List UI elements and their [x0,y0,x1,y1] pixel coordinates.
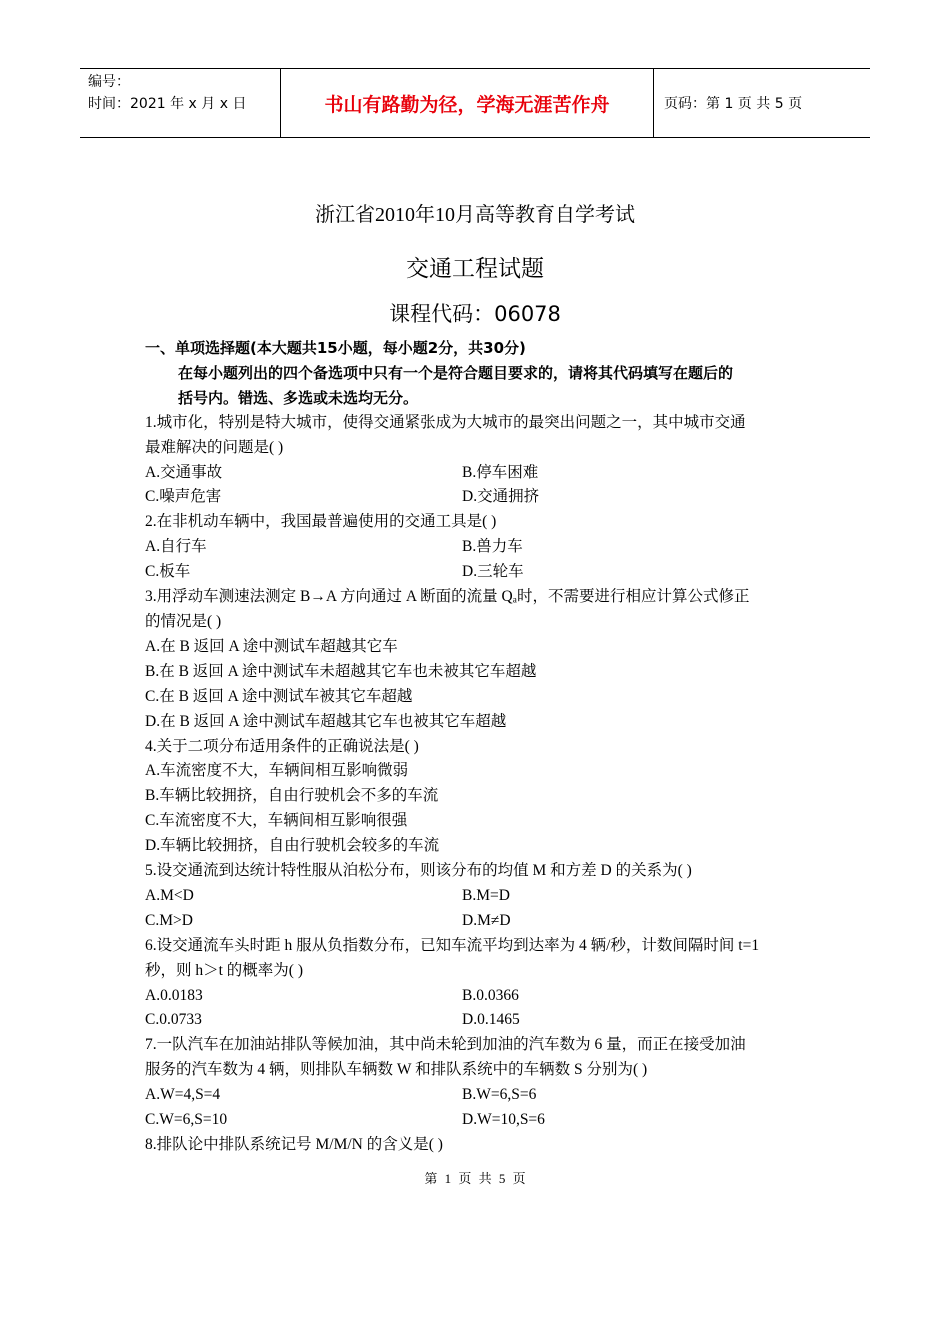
answer-option: A.在 B 返回 A 途中测试车超越其它车 [145,637,398,655]
exam-body [145,336,815,1158]
answer-option: A.车流密度不大，车辆间相互影响微弱 [145,762,409,780]
exam-title: 浙江省2010年10月高等教育自学考试 [315,204,635,226]
course-code: 课程代码：06078 [389,302,561,326]
question-stem [145,585,815,635]
section-instruction-line: 在每小题列出的四个备选项中只有一个是符合题目要求的，请将其代码填写在题后的 [178,363,734,382]
question-stem [145,510,815,535]
page-header [80,68,870,138]
answer-option: B.停车困难 [462,463,539,481]
section-heading: 一、单项选择题(本大题共15小题，每小题2分，共30分) [145,339,526,357]
option-row [145,909,815,934]
question-stem [145,1133,815,1158]
question-line: 最难解决的问题是( ) [145,438,284,456]
answer-option: D.M≠D [462,911,511,929]
answer-option: C.噪声危害 [145,488,222,506]
option-row [145,1108,815,1133]
question-line: 7.一队汽车在加油站排队等候加油，其中尚未轮到加油的汽车数为 6 量，而正在接受加油 [145,1036,746,1054]
option-row [145,884,815,909]
section-instruction-line: 括号内。错选、多选或未选均无分。 [178,388,419,407]
question-line: 1.城市化，特别是特大城市，使得交通紧张成为大城市的最突出问题之一，其中城市交通 [145,413,746,431]
page-info: 页码：第 1 页 共 5 页 [664,96,803,112]
question-line: 的情况是( ) [145,612,222,630]
answer-option: D.0.1465 [462,1011,520,1029]
time-label: 时间：2021 年 x 月 x 日 [88,96,247,112]
subject-title: 交通工程试题 [406,256,544,282]
header-info-cell [80,69,280,137]
answer-option: C.W=6,S=10 [145,1111,228,1129]
number-label: 编号： [88,74,130,90]
answer-option: C.0.0733 [145,1011,202,1029]
answer-option: D.车辆比较拥挤，自由行驶机会较多的车流 [145,837,440,855]
answer-option: D.三轮车 [462,563,524,581]
question-stem [145,1033,815,1083]
answer-option: A.自行车 [145,538,207,556]
answer-option: D.交通拥挤 [462,488,540,506]
answer-option: A.W=4,S=4 [145,1086,221,1104]
motto: 书山有路勤为径，学海无涯苦作舟 [280,69,654,137]
option-row [145,535,815,560]
answer-option: B.M=D [462,886,510,904]
question-stem [145,735,815,760]
answer-option: D.W=10,S=6 [462,1111,545,1129]
question-line: 3.用浮动车测速法测定 B→A 方向通过 A 断面的流量 Qₐ时，不需要进行相应计算公式修正 [145,588,750,606]
question-stem [145,411,815,461]
answer-option: D.在 B 返回 A 途中测试车超越其它车也被其它车超越 [145,712,507,730]
answer-option: A.交通事故 [145,463,223,481]
answer-option: B.在 B 返回 A 途中测试车未超越其它车也未被其它车超越 [145,662,537,680]
answer-option: A.M<D [145,886,194,904]
answer-option: B.W=6,S=6 [462,1086,537,1104]
question-stem [145,934,815,984]
question-line: 4.关于二项分布适用条件的正确说法是( ) [145,737,419,755]
option-row [145,1083,815,1108]
question-line: 服务的汽车数为 4 辆，则排队车辆数 W 和排队系统中的车辆数 S 分别为( ) [145,1061,648,1079]
option-row [145,461,815,486]
question-line: 5.设交通流到达统计特性服从泊松分布，则该分布的均值 M 和方差 D 的关系为( ) [145,862,692,880]
question-line: 秒，则 h＞t 的概率为( ) [145,961,304,979]
answer-option: B.车辆比较拥挤，自由行驶机会不多的车流 [145,787,439,805]
answer-option: B.兽力车 [462,538,523,556]
question-line: 8.排队论中排队系统记号 M/M/N 的含义是( ) [145,1136,443,1153]
answer-option: C.M>D [145,911,193,929]
page-footer: 第 1 页 共 5 页 [424,1171,526,1186]
answer-option: C.车流密度不大，车辆间相互影响很强 [145,812,408,830]
question-stem [145,859,815,884]
question-list [145,411,815,1158]
option-row [145,984,815,1009]
answer-option: A.0.0183 [145,986,203,1004]
question-line: 6.设交通流车头时距 h 服从负指数分布，已知车流平均到达率为 4 辆/秒，计数间隔时间 t=1 [145,936,760,954]
option-row [145,560,815,585]
answer-option: B.0.0366 [462,986,519,1004]
option-row [145,1008,815,1033]
answer-option: C.在 B 返回 A 途中测试车被其它车超越 [145,687,413,705]
answer-option: C.板车 [145,563,191,581]
question-line: 2.在非机动车辆中，我国最普遍使用的交通工具是( ) [145,513,497,531]
option-row [145,485,815,510]
